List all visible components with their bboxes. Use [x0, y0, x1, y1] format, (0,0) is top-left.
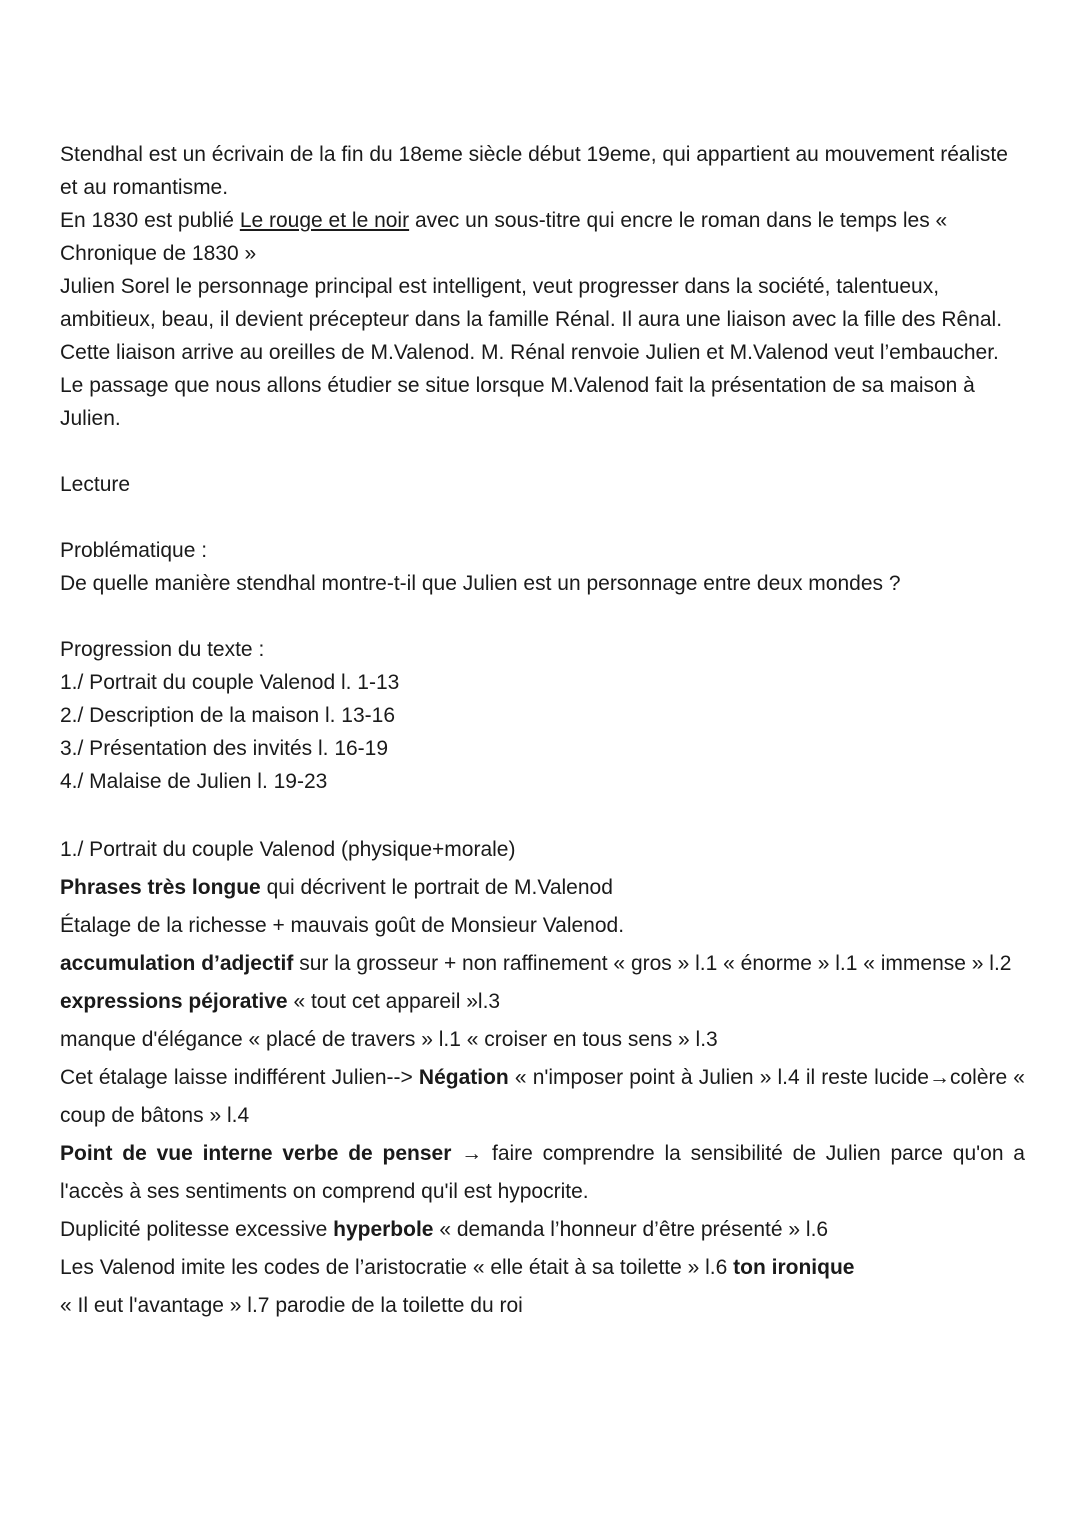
line-text: « n'imposer point à Julien » l.4 il reste lucide→colère « coup de bâtons » l.4 [60, 1066, 1025, 1127]
section1-line-pejorative [60, 983, 1025, 1021]
progression-label: Progression du texte : [60, 638, 265, 661]
section1-line-adjectives [60, 945, 1025, 983]
intro-paragraph-publication [60, 204, 1025, 270]
keyword-bold: ton ironique [733, 1256, 855, 1279]
line-text: Cet étalage laisse indifférent Julien--> [60, 1066, 419, 1089]
keyword-bold: Point de vue interne verbe de penser [60, 1142, 452, 1165]
section1-heading: 1./ Portrait du couple Valenod (physique+morale) [60, 838, 516, 861]
publication-subtitle-text: avec un sous-titre qui encre le roman dans le temps les « Chronique de 1830 » [60, 209, 948, 265]
section1-line-point-of-view [60, 1135, 1025, 1211]
progression-item: 1./ Portrait du couple Valenod l. 1-13 [60, 671, 400, 694]
intro-paragraph-author: Stendhal est un écrivain de la fin du 18eme siècle début 19eme, qui appartient au mouvement réaliste et au romantisme. [60, 143, 1008, 199]
lecture-heading: Lecture [60, 473, 131, 496]
section1-line-negation [60, 1059, 1025, 1135]
keyword-bold: hyperbole [333, 1218, 434, 1241]
line-text: qui décrivent le portrait de M.Valenod [260, 876, 613, 899]
intro-paragraph-character: Julien Sorel le personnage principal est intelligent, veut progresser dans la société, talentueux, ambitieux, beau, il devient précepteur dans la famille Rénal. Il aura une liaison avec la fille des Rênal. Cette liaison arrive au oreilles de M.Valenod. M. Rénal renvoie Julien et M.Valenod veut l’embaucher. [60, 275, 1003, 364]
section1-line-parody: « Il eut l'avantage » l.7 parodie de la toilette du roi [60, 1294, 523, 1317]
progression-item: 4./ Malaise de Julien l. 19-23 [60, 770, 328, 793]
line-text: Duplicité politesse excessive [60, 1218, 334, 1241]
line-text: « demanda l’honneur d’être présenté » l.6 [433, 1218, 829, 1241]
progression-item: 3./ Présentation des invités l. 16-19 [60, 737, 389, 760]
intro-paragraph-passage: Le passage que nous allons étudier se situe lorsque M.Valenod fait la présentation de sa maison à Julien. [60, 374, 975, 430]
keyword-bold: Négation [418, 1066, 509, 1089]
line-text: → faire comprendre la sensibilité de Julien parce qu'on a l'accès à ses sentiments on comprend qu'il est hypocrite. [60, 1142, 1025, 1203]
section1-line-long-sentences [60, 869, 1025, 907]
document-page [60, 138, 1025, 1325]
problematique-question: De quelle manière stendhal montre-t-il que Julien est un personnage entre deux mondes ? [60, 572, 901, 595]
publication-text: En 1830 est publié [60, 209, 240, 232]
section1-line-hyperbole [60, 1211, 1025, 1249]
keyword-bold: accumulation d’adjectif [60, 952, 294, 975]
keyword-bold: Phrases très longue [60, 876, 261, 899]
section1-line-aristocracy [60, 1249, 1025, 1287]
progression-item: 2./ Description de la maison l. 13-16 [60, 704, 396, 727]
line-text: « tout cet appareil »l.3 [287, 990, 501, 1013]
book-title: Le rouge et le noir [239, 209, 410, 232]
section1-line-elegance: manque d'élégance « placé de travers » l.1 « croiser en tous sens » l.3 [60, 1028, 718, 1051]
line-text: Les Valenod imite les codes de l’aristocratie « elle était à sa toilette » l.6 [60, 1256, 734, 1279]
line-text: sur la grosseur + non raffinement « gros » l.1 « énorme » l.1 « immense » l.2 [293, 952, 1012, 975]
keyword-bold: expressions péjorative [60, 990, 288, 1013]
section1-line-wealth: Étalage de la richesse + mauvais goût de Monsieur Valenod. [60, 914, 625, 937]
problematique-label: Problématique : [60, 539, 208, 562]
